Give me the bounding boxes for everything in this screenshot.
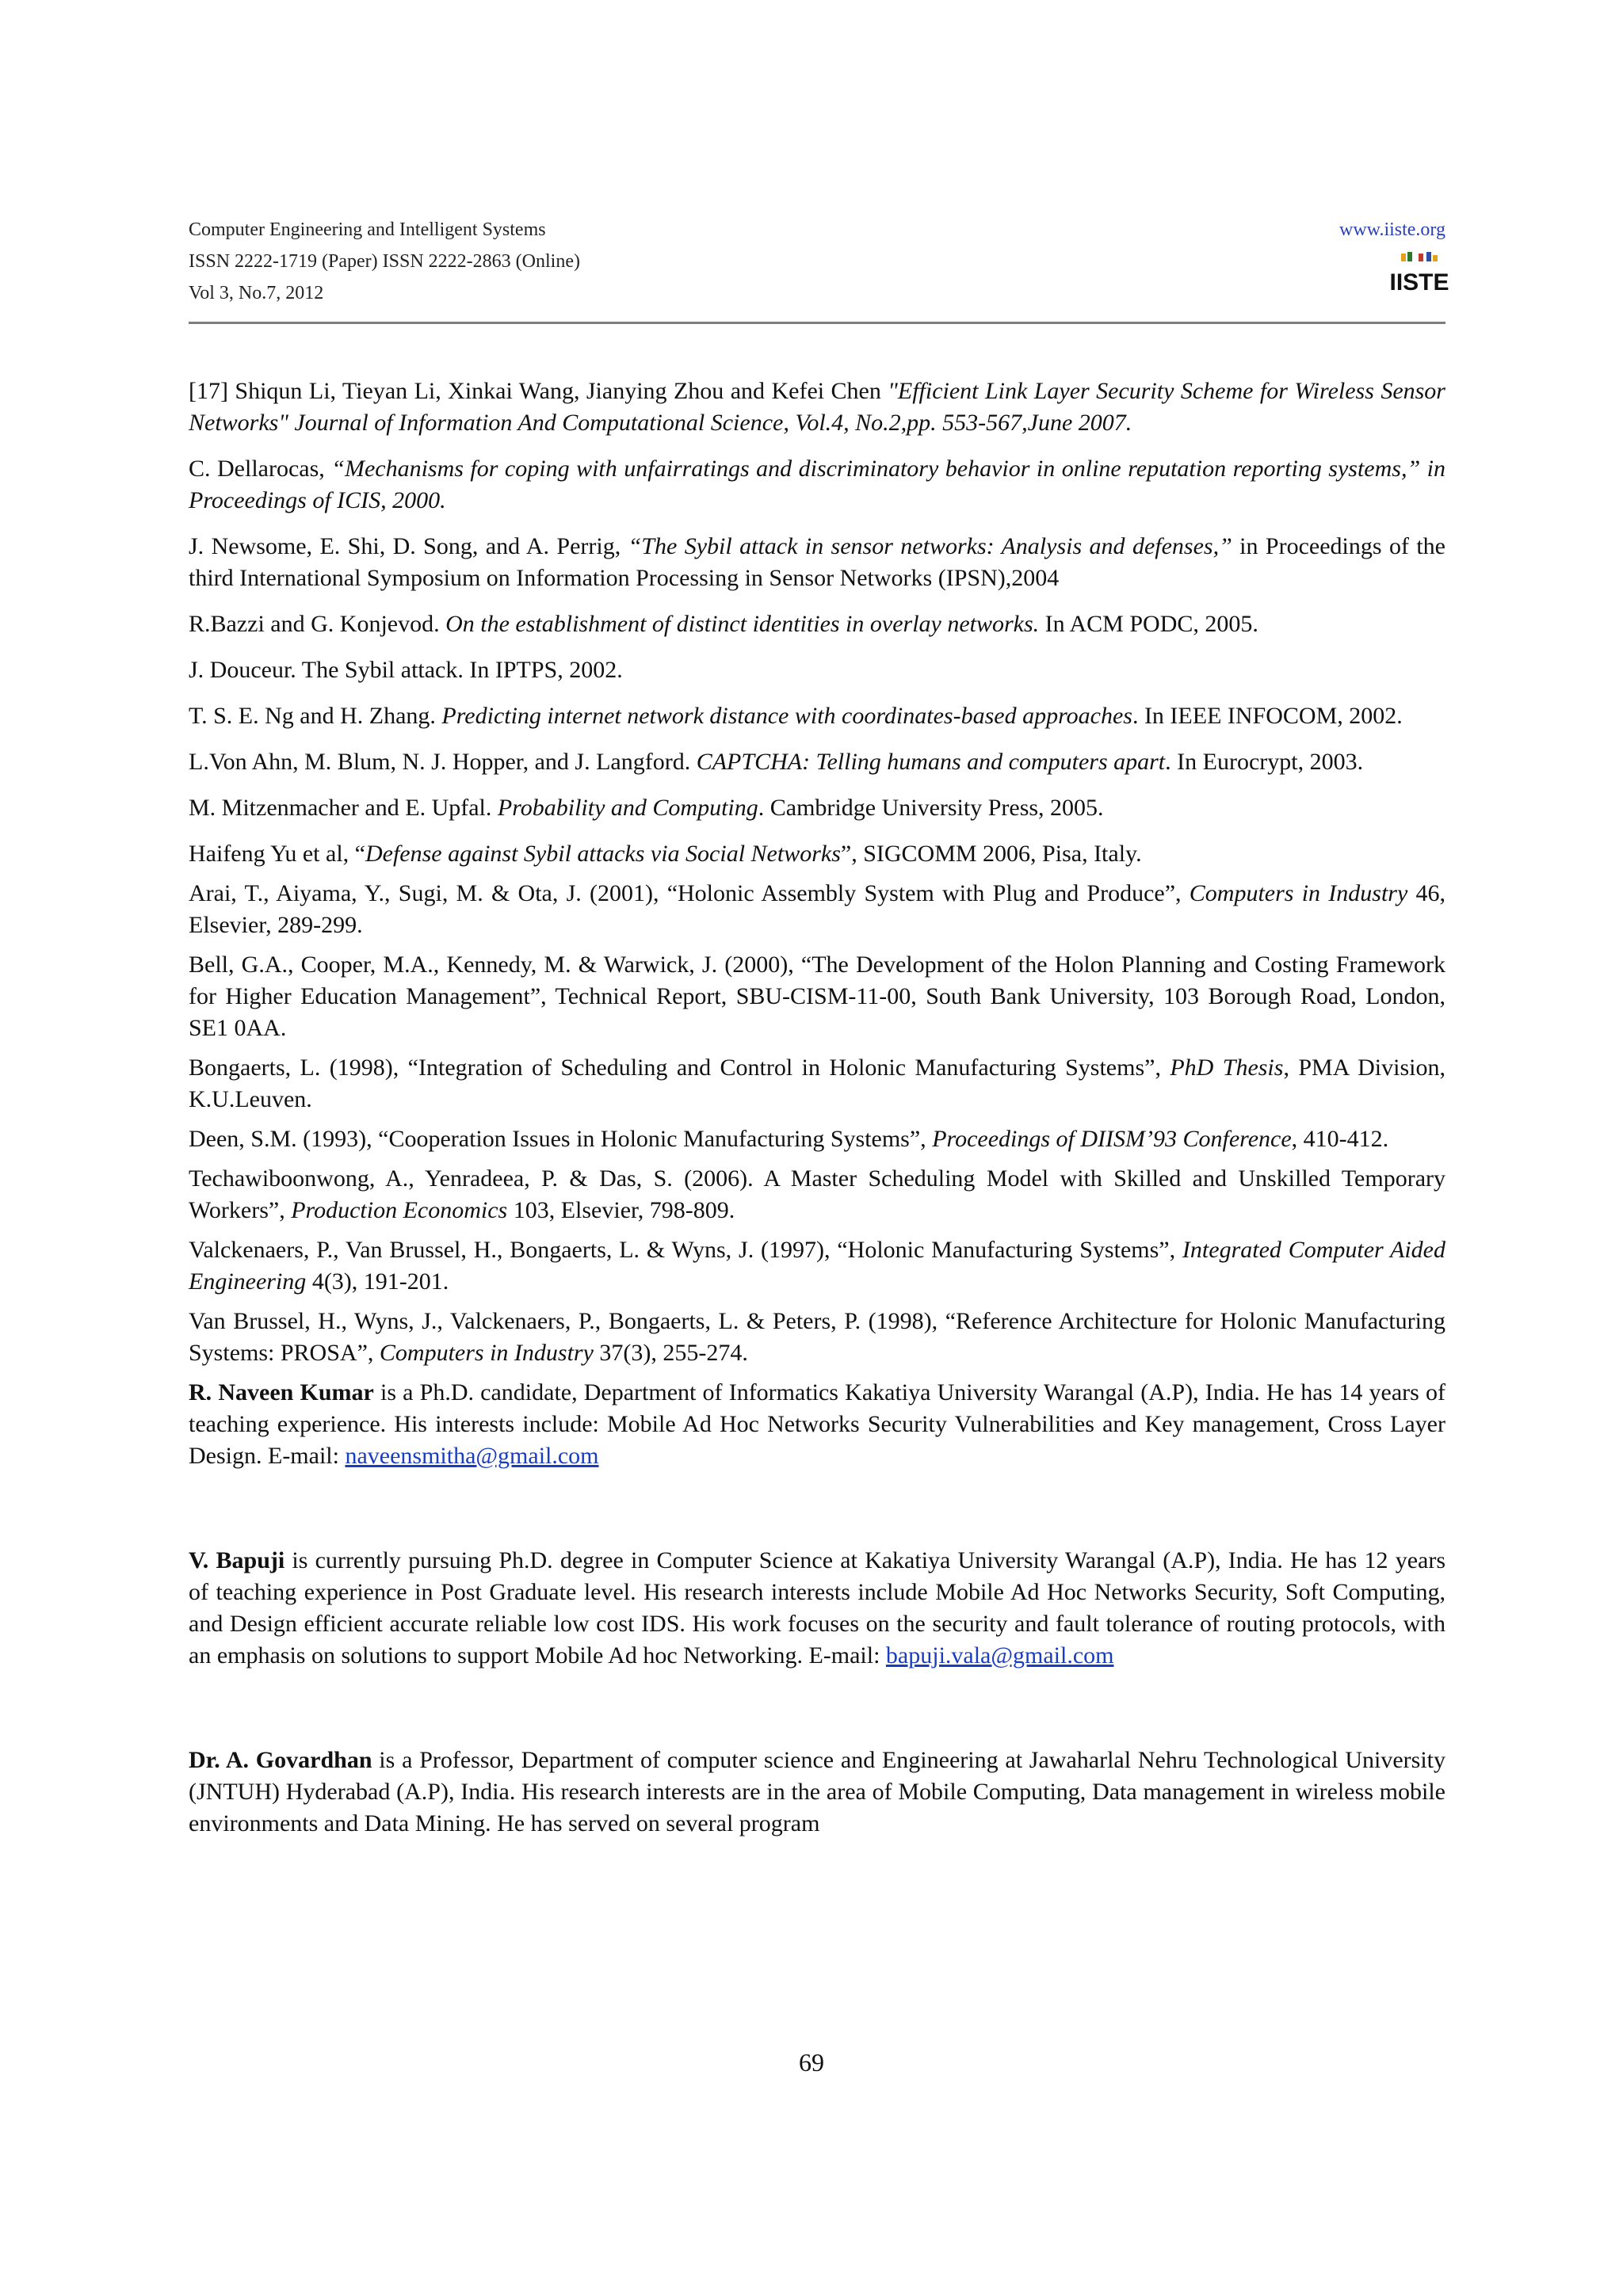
iiste-logo-icon	[1389, 249, 1449, 298]
issn-line: ISSN 2222-1719 (Paper) ISSN 2222-2863 (Online)	[189, 251, 580, 272]
reference-item: Bongaerts, L. (1998), “Integration of Scheduling and Control in Holonic Manufacturing Systems”, PhD Thesis, PMA Division, K.U.Leuven.	[189, 1055, 1445, 1112]
author-bio: Dr. A. Govardhan is a Professor, Department of computer science and Engineering at Jawaharlal Nehru Technological University (JNTUH) Hyderabad (A.P), India. His research interests are in the area of Mobile Computing, Data management in wireless mobile environments and Data Mining. He has served on several program	[189, 1747, 1445, 1836]
reference-item: J. Douceur. The Sybil attack. In IPTPS, 2002.	[189, 657, 623, 683]
author-name: R. Naveen Kumar	[189, 1379, 374, 1405]
author-bio: V. Bapuji is currently pursuing Ph.D. degree in Computer Science at Kakatiya University Warangal (A.P), India. He has 12 years of teaching experience in Post Graduate level. His research interests include Mobile Ad Hoc Networks Security, Soft Computing, and Design efficient accurate reliable low cost IDS. His work focuses on the security and fault tolerance of routing protocols, with an emphasis on solutions to support Mobile Ad hoc Networking. E-mail: bapuji.vala@gmail.com	[189, 1547, 1446, 1669]
reference-item: M. Mitzenmacher and E. Upfal. Probability and Computing. Cambridge University Press, 2005.	[189, 795, 1104, 821]
author-bio: R. Naveen Kumar is a Ph.D. candidate, Department of Informatics Kakatiya University Warangal (A.P), India. He has 14 years of teaching experience. His interests include: Mobile Ad Hoc Networks Security Vulnerabilities and Key management, Cross Layer Design. E-mail: naveensmitha@gmail.com	[189, 1379, 1445, 1469]
reference-item: R.Bazzi and G. Konjevod. On the establishment of distinct identities in overlay networks. In ACM PODC, 2005.	[189, 611, 1258, 637]
email-link[interactable]: bapuji.vala@gmail.com	[885, 1642, 1114, 1669]
reference-item: Arai, T., Aiyama, Y., Sugi, M. & Ota, J. (2001), “Holonic Assembly System with Plug and Produce”, Computers in Industry 46, Elsevier, 289-299.	[189, 880, 1445, 938]
journal-url-link[interactable]: www.iiste.org	[1339, 219, 1445, 240]
page-header	[189, 214, 1449, 323]
reference-item: Van Brussel, H., Wyns, J., Valckenaers, P., Bongaerts, L. & Peters, P. (1998), “Reference Architecture for Holonic Manufacturing Systems: PROSA”, Computers in Industry 37(3), 255-274.	[189, 1308, 1445, 1366]
author-name: Dr. A. Govardhan	[189, 1747, 372, 1773]
reference-item: Haifeng Yu et al, “Defense against Sybil attacks via Social Networks”, SIGCOMM 2006, Pisa, Italy.	[189, 841, 1142, 867]
email-link[interactable]: naveensmitha@gmail.com	[345, 1443, 599, 1469]
reference-item: Deen, S.M. (1993), “Cooperation Issues in Holonic Manufacturing Systems”, Proceedings of DIISM’93 Conference, 410-412.	[189, 1126, 1389, 1152]
reference-list	[189, 376, 1445, 1840]
svg-text:IISTE: IISTE	[1389, 269, 1449, 296]
reference-item: Bell, G.A., Cooper, M.A., Kennedy, M. & Warwick, J. (2000), “The Development of the Holon Planning and Costing Framework for Higher Education Management”, Technical Report, SBU-CISM-11-00, South Bank University, 103 Borough Road, London, SE1 0AA.	[189, 952, 1445, 1041]
author-name: V. Bapuji	[189, 1547, 285, 1573]
reference-item: Techawiboonwong, A., Yenradeea, P. & Das, S. (2006). A Master Scheduling Model with Skilled and Unskilled Temporary Workers”, Production Economics 103, Elsevier, 798-809.	[189, 1165, 1445, 1223]
reference-item: T. S. E. Ng and H. Zhang. Predicting internet network distance with coordinates-based approaches. In IEEE INFOCOM, 2002.	[189, 703, 1403, 729]
volume-line: Vol 3, No.7, 2012	[189, 283, 324, 303]
reference-item: [17] Shiqun Li, Tieyan Li, Xinkai Wang, Jianying Zhou and Kefei Chen "Efficient Link Layer Security Scheme for Wireless Sensor Networks" Journal of Information And Computational Science, Vol.4, No.2,pp. 553-567,June 2007.	[189, 378, 1445, 436]
journal-title: Computer Engineering and Intelligent Systems	[189, 219, 546, 240]
reference-item: L.Von Ahn, M. Blum, N. J. Hopper, and J. Langford. CAPTCHA: Telling humans and computers apart. In Eurocrypt, 2003.	[189, 749, 1364, 775]
reference-item: J. Newsome, E. Shi, D. Song, and A. Perrig, “The Sybil attack in sensor networks: Analysis and defenses,” in Proceedings of the third International Symposium on Information Processing in Sensor Networks (IPSN),2004	[189, 533, 1445, 591]
reference-item: Valckenaers, P., Van Brussel, H., Bongaerts, L. & Wyns, J. (1997), “Holonic Manufacturing Systems”, Integrated Computer Aided Engineering 4(3), 191-201.	[189, 1237, 1445, 1295]
reference-item: C. Dellarocas, “Mechanisms for coping with unfairratings and discriminatory behavior in online reputation reporting systems,” in Proceedings of ICIS, 2000.	[189, 456, 1445, 513]
page-number: 69	[799, 2048, 824, 2077]
header-divider	[189, 322, 1445, 324]
